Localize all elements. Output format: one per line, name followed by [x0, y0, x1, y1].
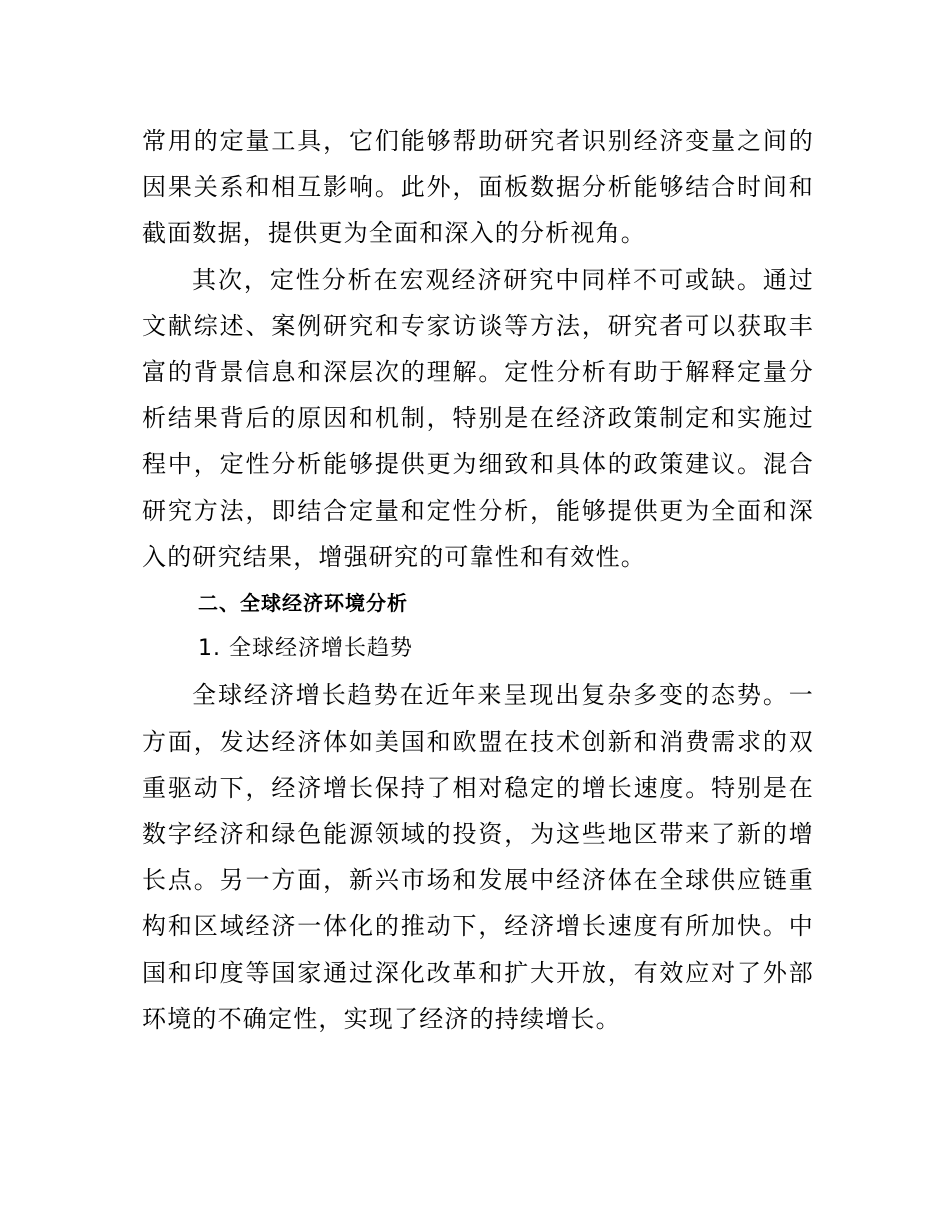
- subsection-heading: 1. 全球经济增长趋势: [198, 636, 413, 662]
- document-body: [142, 118, 814, 1042]
- paragraph-continuation: 常用的定量工具，它们能够帮助研究者识别经济变量之间的因果关系和相互影响。此外，面板数据分析能够结合时间和截面数据，提供更为全面和深入的分析视角。: [142, 127, 814, 248]
- section-heading: 二、全球经济环境分析: [198, 591, 408, 616]
- paragraph-global-growth: 全球经济增长趋势在近年来呈现出复杂多变的态势。一方面，发达经济体如美国和欧盟在技术创新和消费需求的双重驱动下，经济增长保持了相对稳定的增长速度。特别是在数字经济和绿色能源领域的投资，为这些地区带来了新的增长点。另一方面，新兴市场和发展中经济体在全球供应链重构和区域经济一体化的推动下，经济增长速度有所加快。中国和印度等国家通过深化改革和扩大开放，有效应对了外部环境的不确定性，实现了经济的持续增长。: [142, 681, 814, 1033]
- paragraph-qualitative-analysis: 其次，定性分析在宏观经济研究中同样不可或缺。通过文献综述、案例研究和专家访谈等方法，研究者可以获取丰富的背景信息和深层次的理解。定性分析有助于解释定量分析结果背后的原因和机制，特别是在经济政策制定和实施过程中，定性分析能够提供更为细致和具体的政策建议。混合研究方法，即结合定量和定性分析，能够提供更为全面和深入的研究结果，增强研究的可靠性和有效性。: [142, 265, 814, 571]
